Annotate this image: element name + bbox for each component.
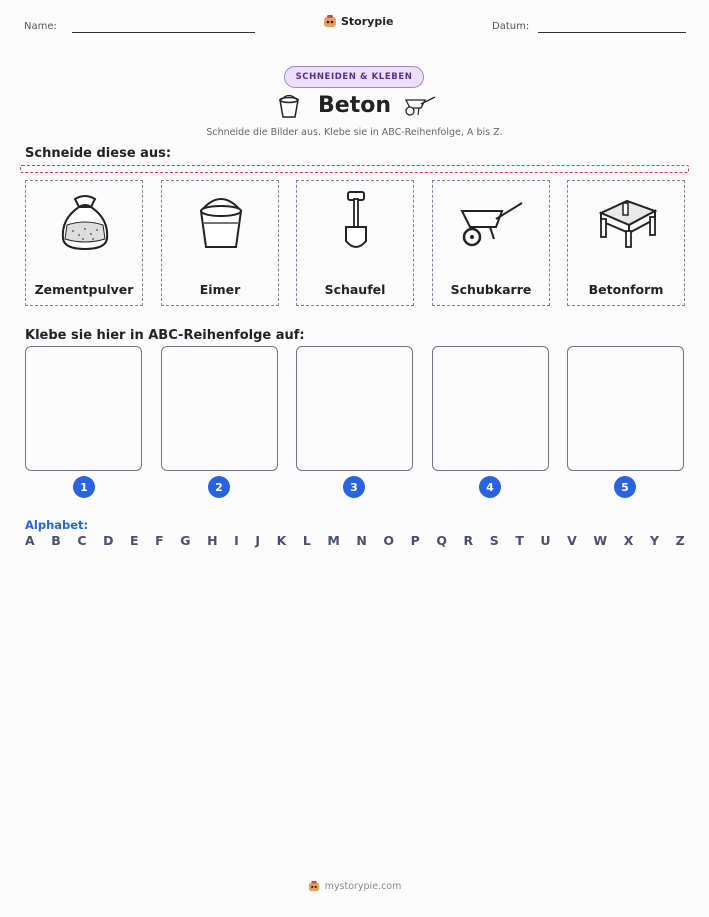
alphabet-letter: Z (675, 533, 685, 548)
cut-card-eimer[interactable] (161, 180, 279, 306)
cut-card-zementpulver[interactable] (25, 180, 143, 306)
alphabet-letter: Q (436, 533, 447, 548)
alphabet-letter: S (489, 533, 499, 548)
brand-logo (323, 14, 393, 28)
bucket-icon (189, 189, 253, 253)
date-line[interactable] (538, 32, 686, 33)
alphabet-letter: M (327, 533, 340, 548)
cut-card-betonform[interactable] (567, 180, 685, 306)
name-label: Name: (24, 21, 57, 32)
footer (0, 880, 709, 892)
alphabet-letter: G (180, 533, 191, 548)
alphabet-letter: K (276, 533, 287, 548)
cement-bag-icon (53, 189, 117, 253)
alphabet-letter: C (77, 533, 87, 548)
alphabet-letter: H (207, 533, 218, 548)
alphabet-row (25, 533, 685, 548)
storypie-logo-icon (323, 14, 337, 28)
alphabet-letter: U (540, 533, 551, 548)
wheelbarrow-icon (460, 189, 524, 253)
brand-name: Storypie (341, 14, 394, 28)
footer-site[interactable]: mystorypie.com (324, 880, 402, 892)
alphabet-letter: O (383, 533, 395, 548)
paste-section-heading: Klebe sie hier in ABC-Reihenfolge auf: (25, 328, 305, 343)
paste-slot-4[interactable] (432, 346, 549, 471)
slot-number-2: 2 (208, 476, 230, 498)
shovel-icon (324, 189, 388, 253)
alphabet-letter: B (51, 533, 61, 548)
name-line[interactable] (72, 32, 255, 33)
cut-card-schaufel[interactable] (296, 180, 414, 306)
alphabet-letter: N (356, 533, 367, 548)
alphabet-letter: T (515, 533, 524, 548)
cut-section-heading: Schneide diese aus: (25, 146, 172, 161)
card-label: Eimer (199, 282, 241, 297)
concrete-form-icon (595, 189, 659, 253)
alphabet-letter: L (302, 533, 311, 548)
card-label: Schaufel (324, 282, 386, 297)
alphabet-letter: I (234, 533, 239, 548)
alphabet-letter: R (463, 533, 474, 548)
alphabet-letter: J (255, 533, 260, 548)
category-badge: SCHNEIDEN & KLEBEN (284, 66, 424, 88)
slot-number-5: 5 (614, 476, 636, 498)
alphabet-letter: X (623, 533, 634, 548)
cut-line (20, 165, 689, 173)
date-label: Datum: (492, 21, 530, 32)
alphabet-letter: A (25, 533, 35, 548)
paste-slot-3[interactable] (296, 346, 413, 471)
slot-number-3: 3 (343, 476, 365, 498)
alphabet-letter: Y (649, 533, 659, 548)
paste-slot-2[interactable] (161, 346, 278, 471)
alphabet-letter: D (103, 533, 114, 548)
cut-card-schubkarre[interactable] (432, 180, 550, 306)
bucket-icon (277, 93, 301, 119)
slot-number-1: 1 (73, 476, 95, 498)
slot-number-4: 4 (479, 476, 501, 498)
alphabet-letter: P (410, 533, 420, 548)
instruction-text: Schneide die Bilder aus. Klebe sie in ABC-Reihenfolge, A bis Z. (206, 127, 503, 138)
card-label: Zementpulver (34, 282, 134, 297)
card-label: Schubkarre (450, 282, 532, 297)
paste-slot-1[interactable] (25, 346, 142, 471)
page-title: Beton (318, 93, 391, 118)
alphabet-letter: E (130, 533, 139, 548)
wheelbarrow-icon (403, 95, 437, 117)
alphabet-letter: W (593, 533, 608, 548)
alphabet-label: Alphabet: (25, 518, 89, 532)
paste-slot-5[interactable] (567, 346, 684, 471)
storypie-logo-icon (308, 880, 320, 892)
alphabet-letter: V (567, 533, 577, 548)
card-label: Betonform (588, 282, 664, 297)
alphabet-letter: F (155, 533, 164, 548)
